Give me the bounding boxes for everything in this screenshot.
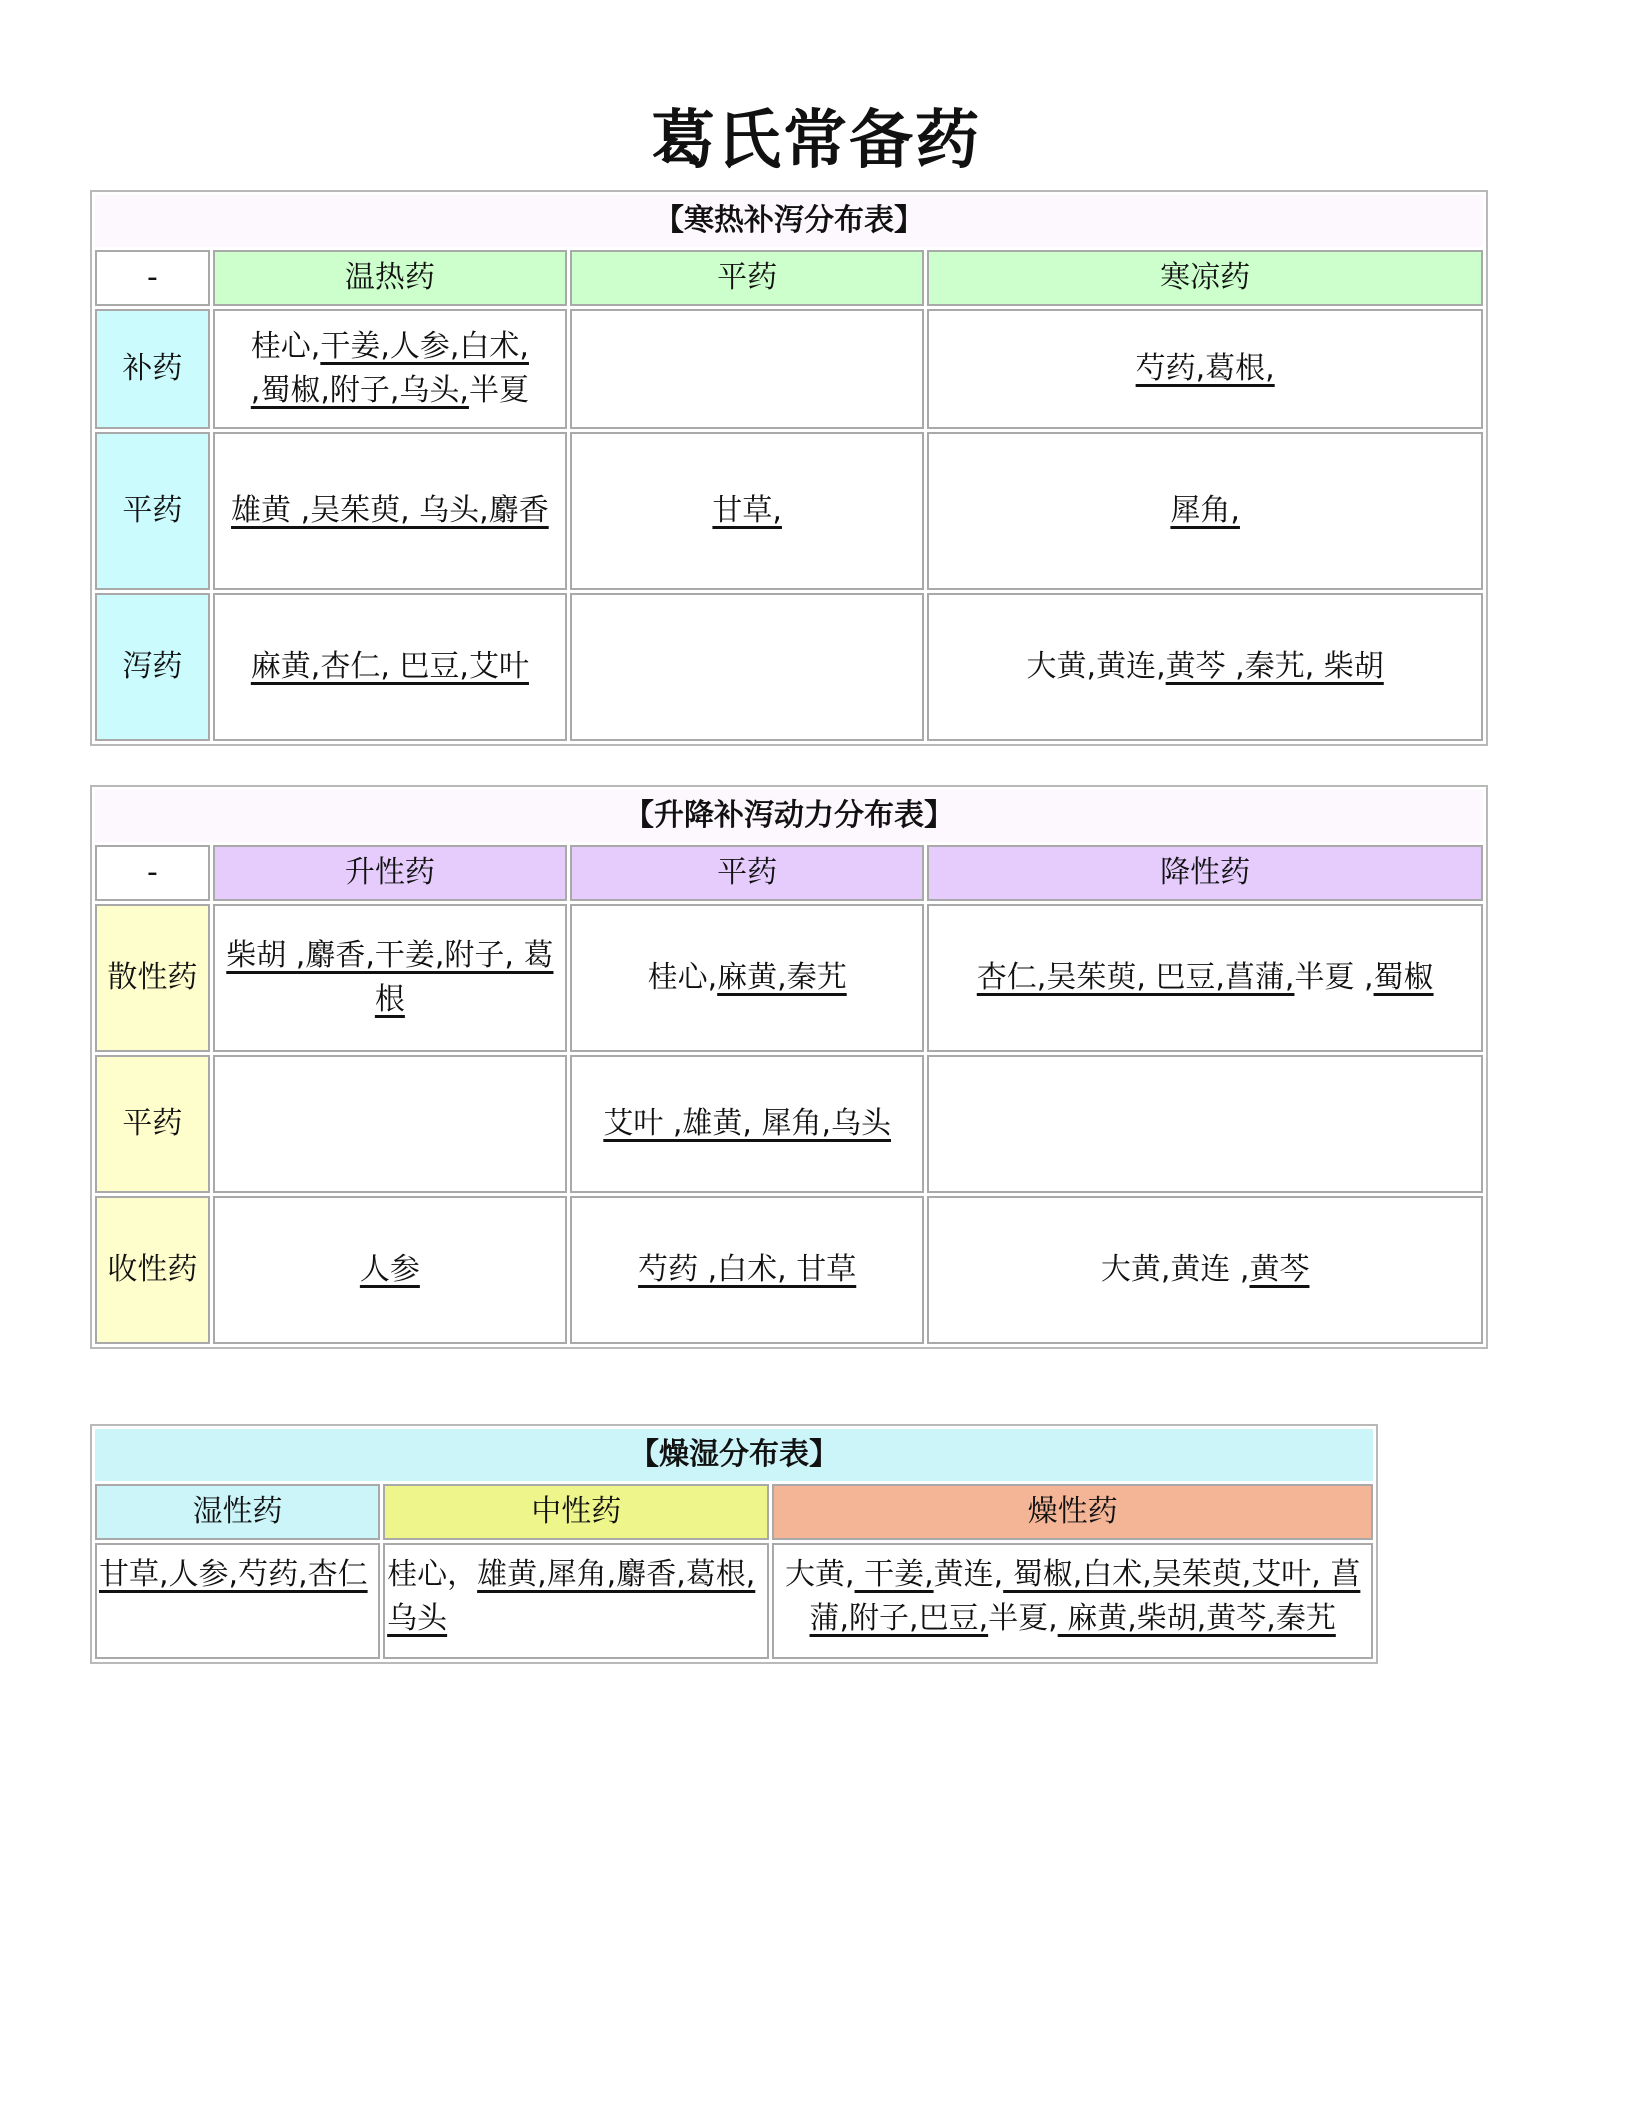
herb-link[interactable]: 麻黄,柴胡,黄芩,秦艽 (1057, 1601, 1336, 1636)
row-label-purge: 泻药 (95, 593, 210, 741)
row-label-astringe: 收性药 (95, 1196, 210, 1344)
herb-text: 桂心, (647, 960, 718, 995)
cell-tonic-warm (213, 309, 567, 429)
cell-neutral-warm (213, 432, 567, 590)
herb-link[interactable]: 人参 (359, 1252, 420, 1287)
cell-neutral-descend (927, 1055, 1483, 1193)
herb-text: 大黄,黄连, (1026, 649, 1166, 684)
cell-dry (772, 1543, 1373, 1659)
herb-link[interactable]: 干姜,人参,白术, (320, 329, 529, 364)
herb-link[interactable]: 雄黄 ,吴茱萸, 乌头,麝香 (231, 493, 549, 528)
herb-text: 桂心， (387, 1557, 478, 1592)
herb-text: 桂心, (250, 329, 321, 364)
herb-link[interactable]: 黄芩 (1249, 1252, 1310, 1287)
header-neutral: 平药 (570, 250, 924, 306)
row-label-neutral: 平药 (95, 432, 210, 590)
ascend-descend-table-caption: 【升降补泻动力分布表】 (95, 790, 1483, 842)
corner-cell: - (95, 845, 210, 901)
herb-link[interactable]: 甘草,人参,芍药,杏仁 (99, 1557, 368, 1592)
page-title: 葛氏常备药 (651, 104, 981, 178)
cell-neutral-cold (927, 432, 1483, 590)
cell-neutral-neutral (570, 432, 924, 590)
dry-wet-table-caption: 【燥湿分布表】 (95, 1429, 1373, 1481)
header-neutral: 平药 (570, 845, 924, 901)
header-mid: 中性药 (383, 1484, 769, 1540)
header-wet: 湿性药 (95, 1484, 380, 1540)
herb-link[interactable]: 蜀椒 (1373, 960, 1434, 995)
cell-purge-neutral (570, 593, 924, 741)
herb-link[interactable]: 麻黄,杏仁, 巴豆,艾叶 (250, 649, 529, 684)
cell-wet (95, 1543, 380, 1659)
herb-link[interactable]: 芍药 ,白术, 甘草 (638, 1252, 857, 1287)
cell-purge-warm (213, 593, 567, 741)
herb-text: 黄连, (933, 1557, 1004, 1592)
herb-link[interactable]: 蜀椒,白术,吴茱萸,艾叶, 菖蒲,附子,巴豆, (809, 1557, 1361, 1636)
herb-link[interactable]: 麻黄,秦艽 (717, 960, 847, 995)
header-dry: 燥性药 (772, 1484, 1373, 1540)
ascend-descend-table (90, 785, 1488, 1349)
header-warm: 温热药 (213, 250, 567, 306)
cell-astringe-descend (927, 1196, 1483, 1344)
header-cold: 寒凉药 (927, 250, 1483, 306)
herb-text: 半夏, (988, 1601, 1058, 1636)
herb-text: 大黄, (784, 1557, 855, 1592)
header-ascend: 升性药 (213, 845, 567, 901)
cell-astringe-ascend (213, 1196, 567, 1344)
cell-tonic-cold (927, 309, 1483, 429)
herb-link[interactable]: ,蜀椒,附子,乌头, (250, 373, 469, 408)
header-descend: 降性药 (927, 845, 1483, 901)
cell-neutral-neutral (570, 1055, 924, 1193)
herb-link[interactable]: 干姜, (854, 1557, 934, 1592)
row-label-neutral: 平药 (95, 1055, 210, 1193)
herb-text: 半夏 (468, 373, 529, 408)
herb-text: 半夏 , (1294, 960, 1374, 995)
herb-link[interactable]: 甘草, (712, 493, 782, 528)
cold-heat-table-caption: 【寒热补泻分布表】 (95, 195, 1483, 247)
cell-tonic-neutral (570, 309, 924, 429)
herb-link[interactable]: 雄黄,犀角,麝香,葛根, 乌头 (387, 1557, 756, 1636)
cell-purge-cold (927, 593, 1483, 741)
herb-link[interactable]: 柴胡 ,麝香,干姜,附子, 葛根 (226, 938, 554, 1017)
cell-mid (383, 1543, 769, 1659)
herb-link[interactable]: 犀角, (1170, 493, 1240, 528)
herb-text: 大黄,黄连 , (1100, 1252, 1250, 1287)
corner-cell: - (95, 250, 210, 306)
cell-disperse-neutral (570, 904, 924, 1052)
herb-link[interactable]: 芍药,葛根, (1135, 351, 1275, 386)
dry-wet-table (90, 1424, 1378, 1664)
cold-heat-table (90, 190, 1488, 746)
row-label-tonic: 补药 (95, 309, 210, 429)
cell-astringe-neutral (570, 1196, 924, 1344)
cell-disperse-ascend (213, 904, 567, 1052)
row-label-disperse: 散性药 (95, 904, 210, 1052)
herb-link[interactable]: 艾叶 ,雄黄, 犀角,乌头 (603, 1106, 892, 1141)
cell-neutral-ascend (213, 1055, 567, 1193)
cell-disperse-descend (927, 904, 1483, 1052)
herb-link[interactable]: 黄芩 ,秦艽, 柴胡 (1165, 649, 1384, 684)
herb-link[interactable]: 杏仁,吴茱萸, 巴豆,菖蒲, (976, 960, 1295, 995)
